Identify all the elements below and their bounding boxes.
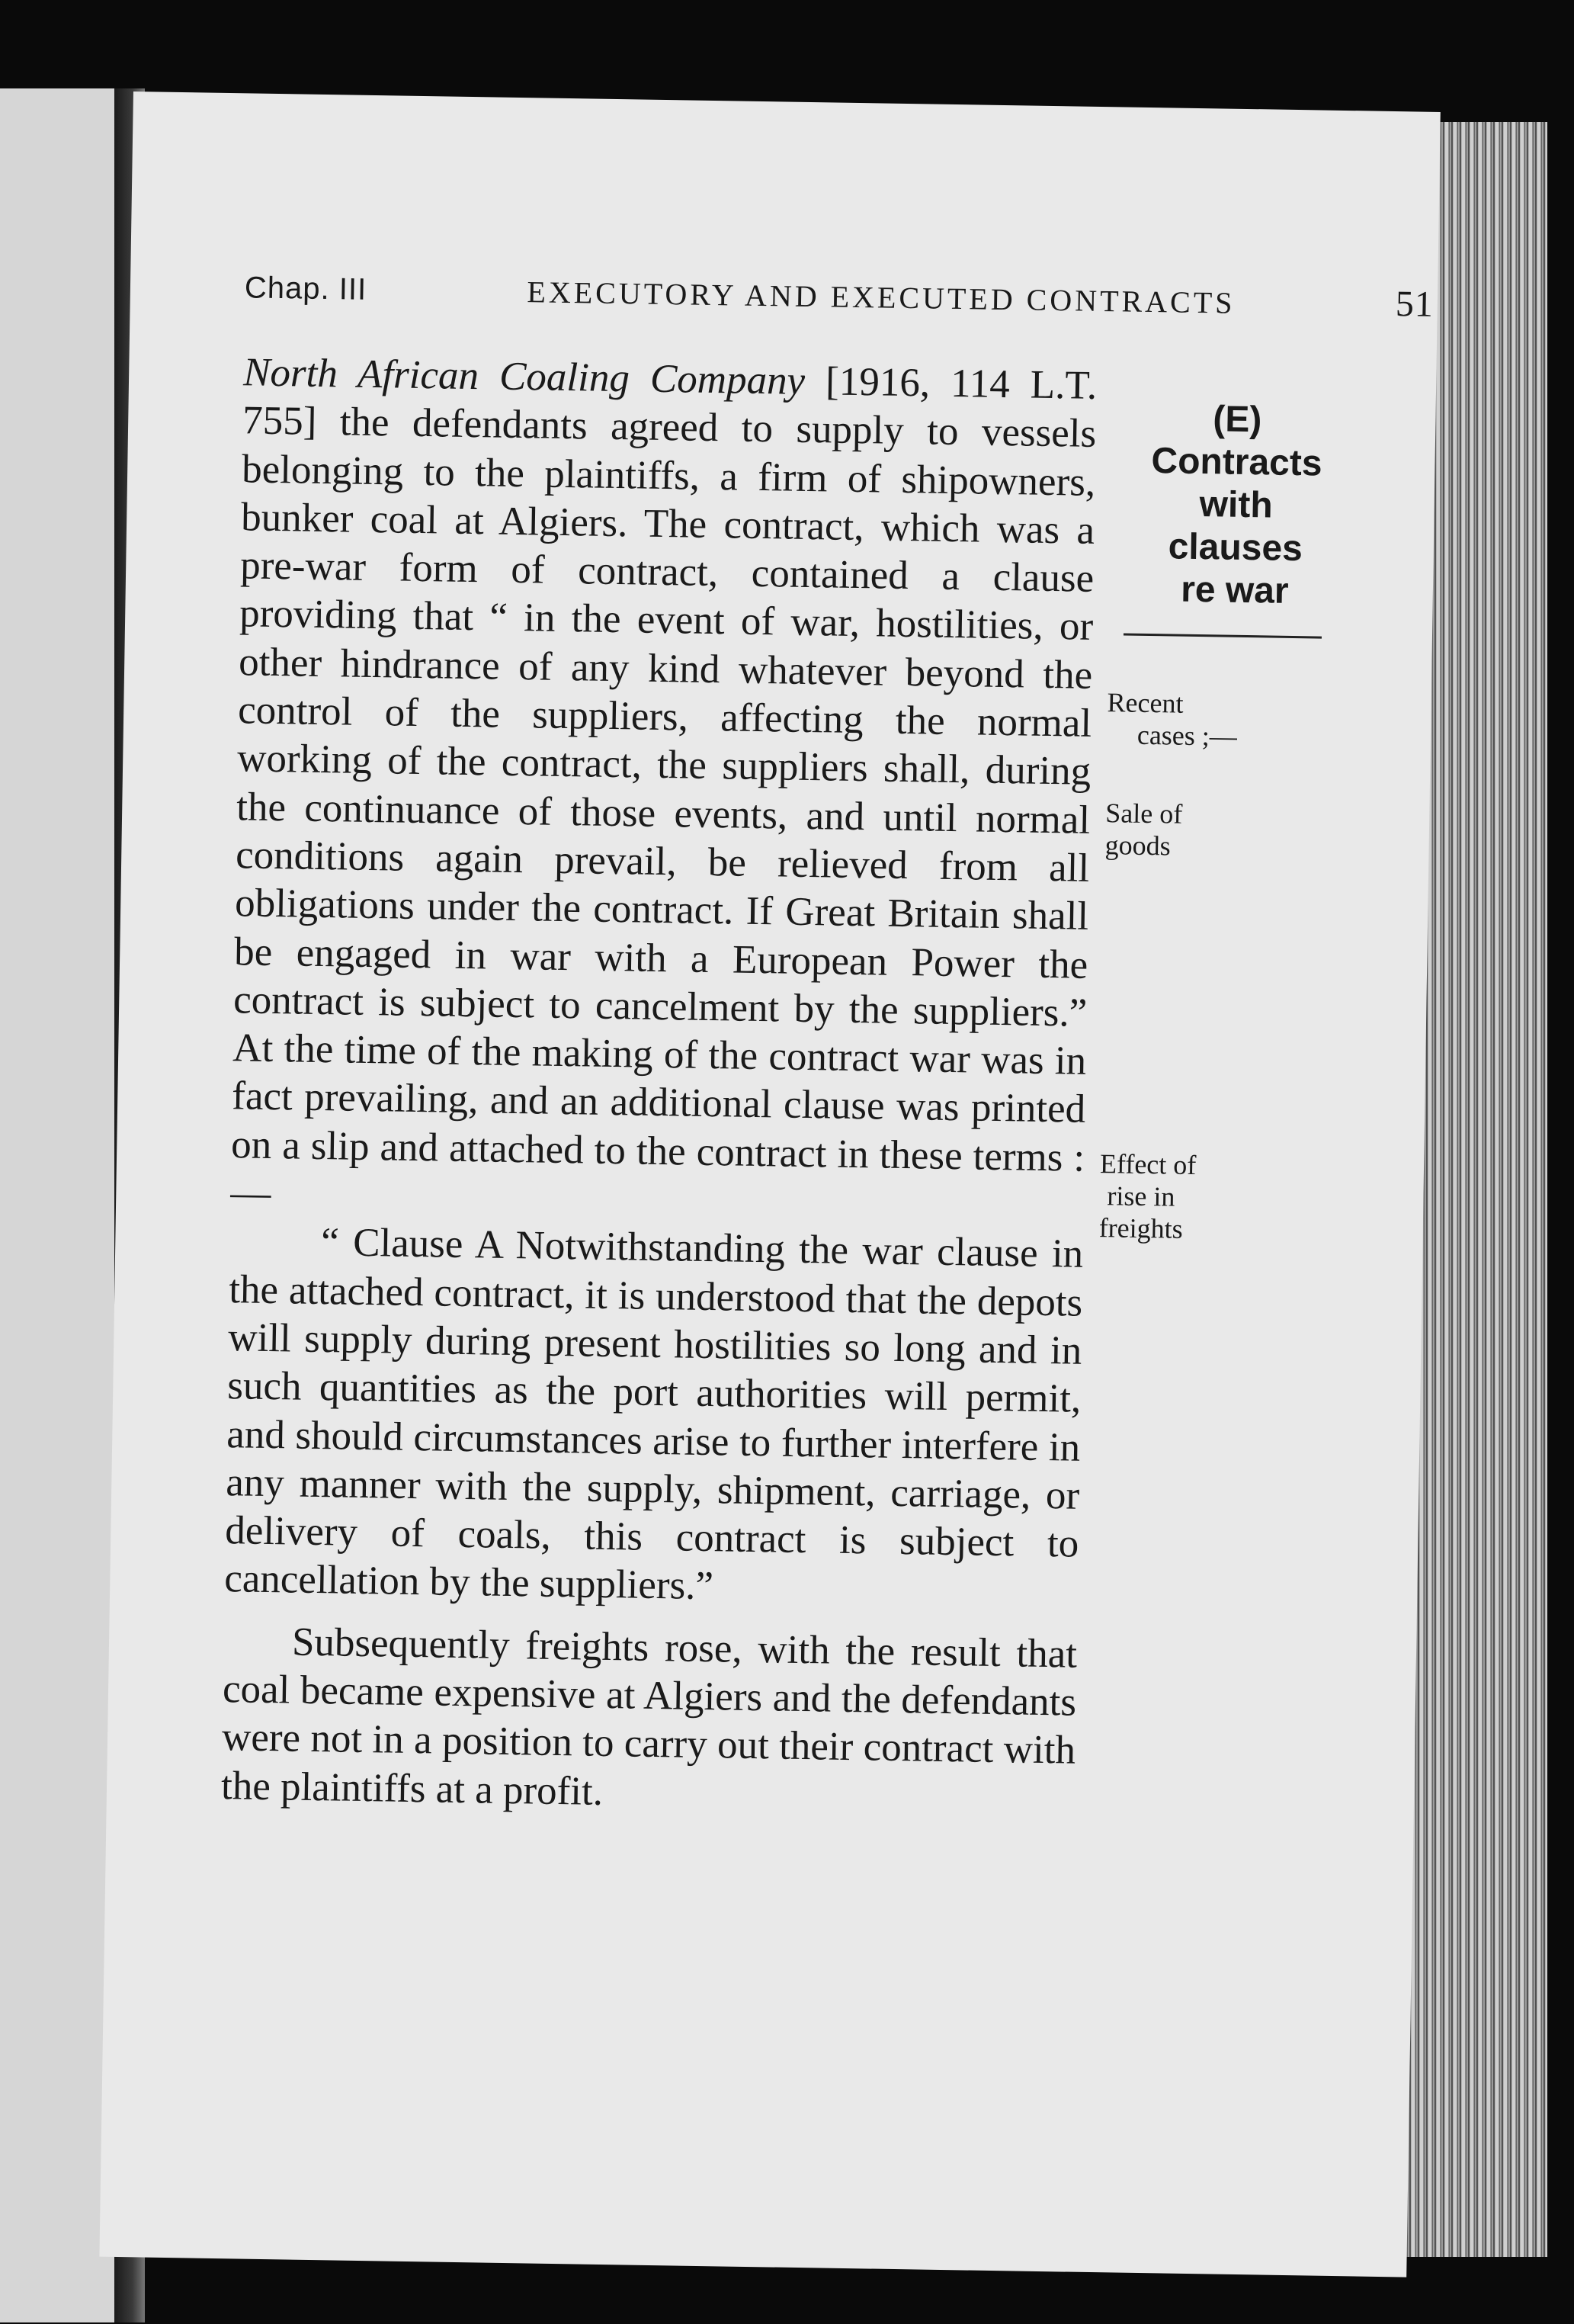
margin-note-line: cases ;— [1136, 719, 1238, 752]
paragraph-subsequent-events: Subsequently freights rose, with the result that coal became expensive at Algiers and the defendants were not in a position to carry out their contract with the plaintiffs at a profit. [220, 1619, 1078, 1814]
case-name: North African Coaling Company [242, 350, 806, 403]
page-number: 51 [1395, 284, 1435, 325]
running-head [245, 265, 1435, 325]
margin-heading [1112, 396, 1359, 614]
running-title: EXECUTORY AND EXECUTED CONTRACTS [527, 274, 1236, 320]
margin-note-line: Recent [1107, 687, 1184, 719]
margin-heading-line: clauses [1168, 526, 1303, 570]
margin-note-line: goods [1104, 830, 1171, 862]
margin-note-line: freights [1098, 1212, 1184, 1244]
margin-note-line: rise in [1107, 1180, 1175, 1212]
margin-rule [1124, 633, 1322, 638]
quoted-clause-a: “ Clause A Notwithstanding the war clause in the attached contract, it is understood that the depots will supply during present hostilities so long and in such quantities as the port authorities will permit, and should circumstances arise to further interfere in any manner with the supply, shipment, carriage, or delivery of coals, this contract is subject to cancellation by the suppliers.” [223, 1220, 1084, 1609]
margin-heading-line: (E) [1213, 399, 1262, 441]
margin-note-sale-of-goods [1104, 797, 1182, 862]
margin-heading-line: Contracts [1151, 441, 1322, 484]
paragraph-case-facts [230, 348, 1098, 1231]
body-text [221, 348, 1098, 1823]
margin-note-effect-of-rise [1098, 1148, 1196, 1245]
paragraph-case-facts-text: [1916, 114 L.T. 755] the defendants agreed to supply to vessels belonging to the plaintiffs, a firm of shipowners, bunker coal at Algiers. The contract, which was a pre-war form of contract, contained a clause providing that “ in the event of war, hostilities, or other hindrance of any kind whatever beyond the control of the suppliers, affecting the normal working of the contract, the suppliers shall, during the continuance of those events, and until normal conditions again prevail, be relieved from all obligations under the contract. If Great Britain shall be engaged in war with a European Power the contract is subject to cancelment by the suppliers.” At the time of the making of the contract war was in fact prevailing, and an additional clause was printed on a slip and attached to the contract in these terms :— [229, 358, 1098, 1216]
margin-note-recent-cases [1107, 686, 1238, 753]
chapter-label: Chap. III [244, 271, 367, 307]
facing-page-edge [0, 88, 114, 2322]
book-page [99, 91, 1440, 2277]
margin-note-line: Sale of [1104, 798, 1183, 830]
margin-heading-line: re war [1180, 569, 1290, 611]
margin-note-line: Effect of [1099, 1148, 1197, 1181]
margin-heading-line: with [1199, 484, 1274, 526]
